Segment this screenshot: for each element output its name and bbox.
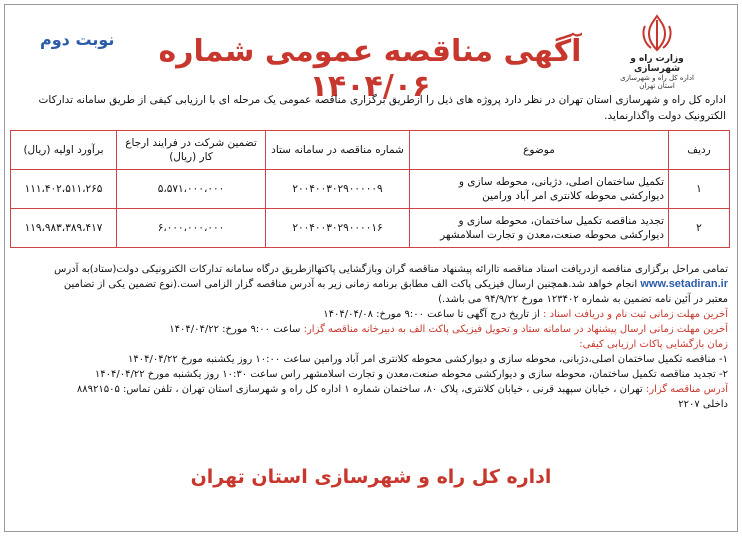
address-label: آدرس مناقصه گزار: [645,384,728,395]
deadline-submission-value: ساعت ۹:۰۰ مورخ: ۱۴۰۴/۰۴/۲۲ [169,324,301,335]
opening-time-label: زمان بازگشایی پاکات ارزیابی کیفی: [579,339,728,350]
org-subname: اداره کل راه و شهرسازی استان تهران [620,74,694,90]
deadline-submission [14,322,728,337]
row-subject: تکمیل ساختمان اصلی، دژبانی، محوطه سازی و دیوارکشی محوطه کلانتری امر آباد ورامین [410,170,669,209]
row-number: ۱ [669,170,730,209]
row-estimate: ۱۱۱،۴۰۲،۵۱۱،۲۶۵ [11,170,117,209]
table-header-row [11,131,730,170]
opening-time-item: ۲- تجدید مناقصه تکمیل ساختمان، محوطه سازی و دیوارکشی محوطه صنعت،معدن و تجارت اسلامشهر راس ساعت ۱۰:۳۰ روز یکشنبه مورخ ۱۴۰۴/۰۴/۲۲ [94,369,728,380]
col-row-number: ردیف [669,131,730,170]
tender-table [10,130,730,248]
row-guarantee: ۵،۵۷۱،۰۰۰،۰۰۰ [117,170,266,209]
row-tender-number: ۲۰۰۴۰۰۳۰۲۹۰۰۰۰۰۹ [266,170,410,209]
footer-title: اداره کل راه و شهرسازی استان تهران [190,466,552,488]
body-line-text: انجام خواهد شد.همچنین ارسال فیزیکی پاکت الف مطابق برنامه زمانی زیر به آدرس مناقصه گزار الزامی است.(نوع تضمین یکی از تضامین [63,279,638,290]
header [0,0,742,104]
opening-time-item: ۱- مناقصه تکمیل ساختمان اصلی،دژبانی، محوطه سازی و دیوارکشی محوطه کلانتری امر آباد ورامین ساعت ۱۰:۰۰ روز یکشنبه مورخ ۱۴۰۴/۰۴/۲۲ [128,354,728,365]
table-row [11,209,730,248]
round-label: نوبت دوم [40,30,115,49]
deadline-registration-value: از تاریخ درج آگهی تا ساعت ۹:۰۰ مورخ: ۱۴۰۴/۰۴/۰۸ [323,309,540,320]
org-name: وزارت راه و شهرسازی [630,54,684,74]
col-subject: موضوع [410,131,669,170]
body-line: تمامی مراحل برگزاری مناقصه ازدریافت اسناد مناقصه تاارائه پیشنهاد مناقصه گران وبازگشایی پاکتهاازطریق درگاه سامانه تدارکات الکترونیکی دولت(ستاد)به آدرس [54,264,728,275]
ministry-emblem [612,14,702,90]
col-guarantee: تضمین شرکت در فرایند ارجاع کار (ریال) [117,131,266,170]
row-guarantee: ۶،۰۰۰،۰۰۰،۰۰۰ [117,209,266,248]
deadline-registration [14,307,728,322]
row-tender-number: ۲۰۰۴۰۰۳۰۲۹۰۰۰۰۱۶ [266,209,410,248]
deadline-submission-label: آخرین مهلت زمانی ارسال پیشنهاد در سامانه ستاد و تحویل فیزیکی پاکت الف به دبیرخانه مناقصه گزار: [303,324,728,335]
row-number: ۲ [669,209,730,248]
table-row [11,170,730,209]
row-subject: تجدید مناقصه تکمیل ساختمان، محوطه سازی و دیوارکشی محوطه صنعت،معدن و تجارت اسلامشهر [410,209,669,248]
setad-website-link[interactable]: www.setadiran.ir [640,278,728,290]
deadline-registration-label: آخرین مهلت زمانی ثبت نام و دریافت اسناد : [543,309,728,320]
emblem-icon [639,14,675,52]
notice-body [14,262,728,412]
address-value: تهران ، خیابان سپهبد قرنی ، خیابان کلانتری، پلاک ۸۰، ساختمان شماره ۱ اداره کل راه و شهرسازی استان تهران ، تلفن تماس: ۸۸۹۲۱۵۰۵ [76,384,643,395]
row-estimate: ۱۱۹،۹۸۳،۳۸۹،۴۱۷ [11,209,117,248]
page-title: آگهی مناقصه عمومی شماره ۱۴۰۴/۰۶ [158,34,582,104]
col-estimate: برآورد اولیه (ریال) [11,131,117,170]
body-line: معتبر در آئین نامه تضمین به شماره ۱۲۳۴۰۲ مورخ ۹۴/۹/۲۲ می باشد.) [438,294,728,305]
intro-paragraph: اداره کل راه و شهرسازی استان تهران در نظر دارد پروژه های ذیل را ازطریق برگزاری مناقصه عمومی یک مرحله ای با ارزیابی کیفی از طریق سامانه تدارکات الکترونیک دولت واگذارنماید. [38,94,726,122]
extension-line: داخلی ۲۲۰۷ [678,399,728,410]
address-line [14,382,728,397]
body-line [14,277,728,292]
col-tender-number: شماره مناقصه در سامانه ستاد [266,131,410,170]
